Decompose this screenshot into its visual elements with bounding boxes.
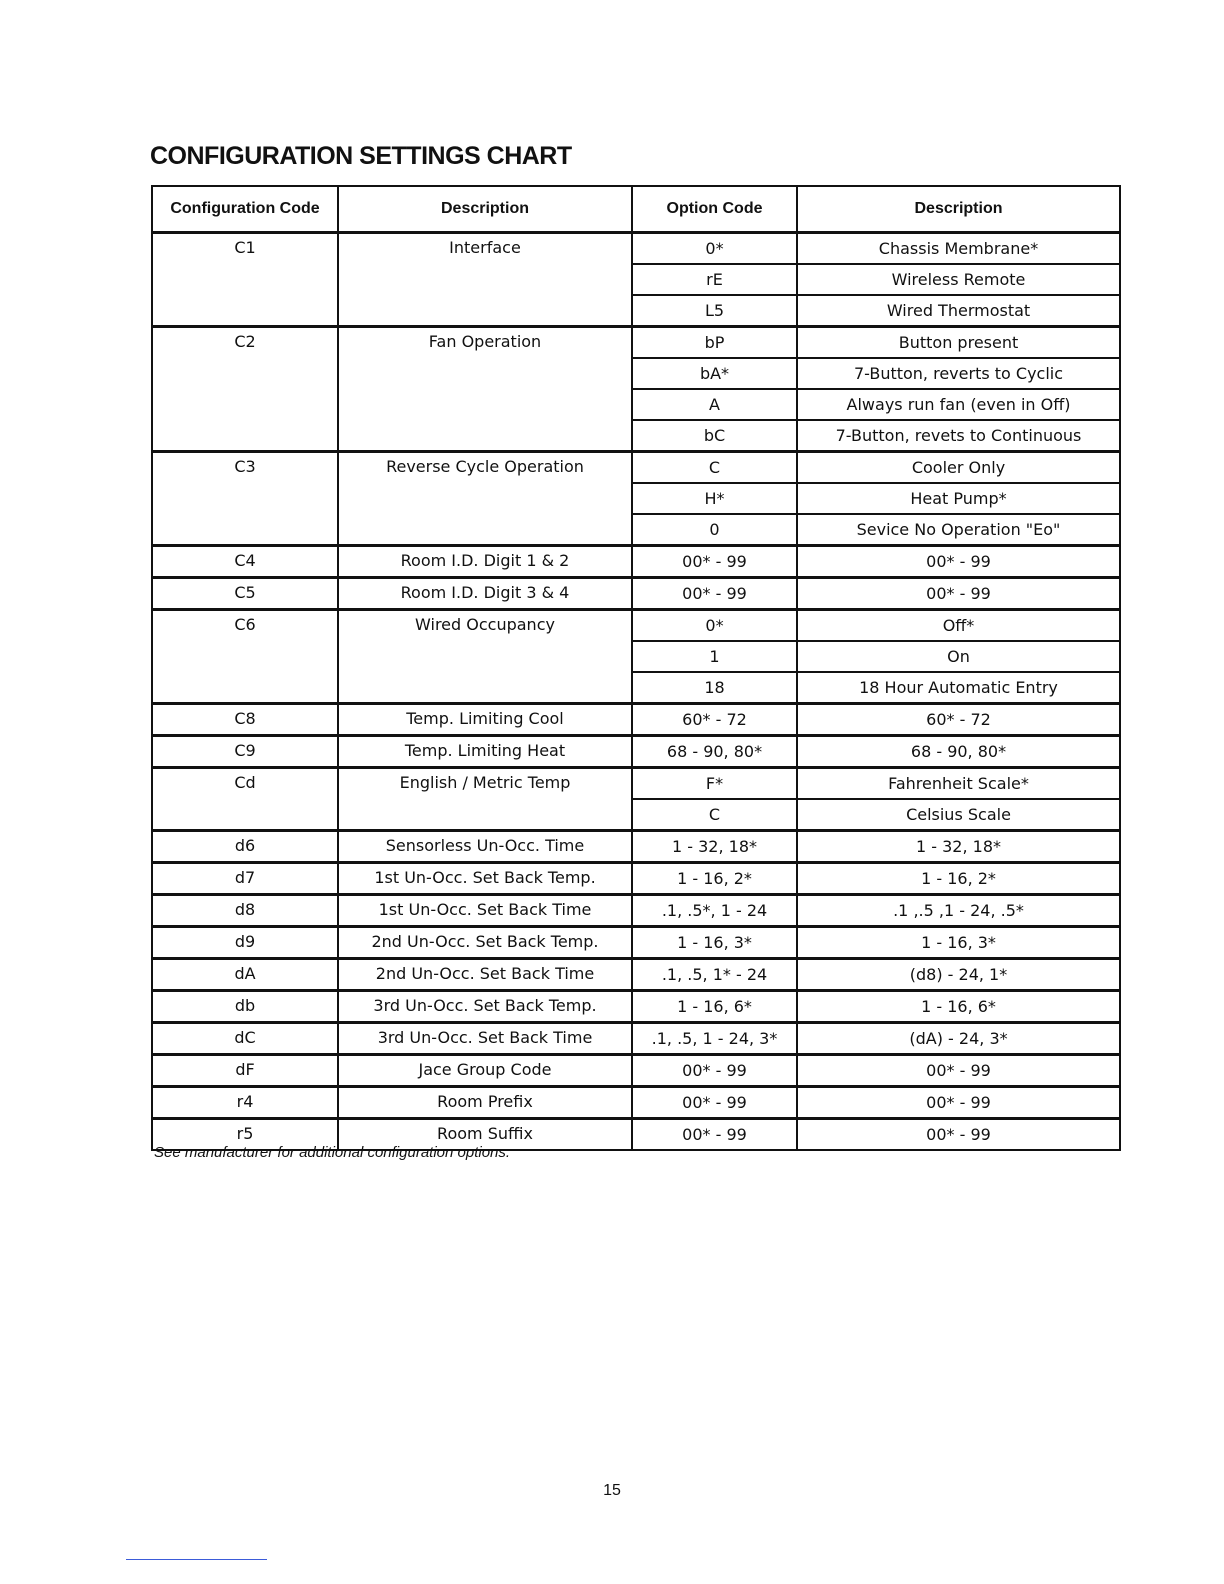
table-row	[152, 704, 1120, 736]
table-row	[152, 768, 1120, 800]
table-row	[152, 546, 1120, 578]
config-description-cell: 2nd Un-Occ. Set Back Temp.	[338, 927, 632, 959]
config-description-cell: Temp. Limiting Cool	[338, 704, 632, 736]
config-group	[152, 452, 1120, 546]
config-group	[152, 327, 1120, 452]
config-group	[152, 863, 1120, 895]
option-code-cell: H*	[632, 483, 797, 514]
option-code-cell: A	[632, 389, 797, 420]
option-code-cell: L5	[632, 295, 797, 327]
config-description-cell: Fan Operation	[338, 327, 632, 452]
config-code-cell: C3	[152, 452, 338, 546]
option-code-cell: 00* - 99	[632, 1055, 797, 1087]
config-description-cell: Temp. Limiting Heat	[338, 736, 632, 768]
table-row	[152, 736, 1120, 768]
config-description-cell: Room Suffix	[338, 1119, 632, 1151]
config-code-cell: C5	[152, 578, 338, 610]
option-description-cell: 18 Hour Automatic Entry	[797, 672, 1120, 704]
option-description-cell: Cooler Only	[797, 452, 1120, 484]
config-description-cell: English / Metric Temp	[338, 768, 632, 831]
table-row	[152, 1023, 1120, 1055]
config-group	[152, 578, 1120, 610]
option-code-cell: C	[632, 799, 797, 831]
footer-rule	[126, 1559, 267, 1560]
config-code-cell: C8	[152, 704, 338, 736]
config-code-cell: db	[152, 991, 338, 1023]
config-code-cell: dA	[152, 959, 338, 991]
option-description-cell: 00* - 99	[797, 1119, 1120, 1151]
option-description-cell: 00* - 99	[797, 578, 1120, 610]
option-code-cell: 1 - 32, 18*	[632, 831, 797, 863]
config-description-cell: Jace Group Code	[338, 1055, 632, 1087]
option-code-cell: .1, .5, 1 - 24, 3*	[632, 1023, 797, 1055]
option-description-cell: 1 - 16, 3*	[797, 927, 1120, 959]
config-group	[152, 768, 1120, 831]
option-description-cell: .1 ,.5 ,1 - 24, .5*	[797, 895, 1120, 927]
config-group	[152, 704, 1120, 736]
config-code-cell: Cd	[152, 768, 338, 831]
config-code-cell: r5	[152, 1119, 338, 1151]
option-description-cell: 1 - 16, 6*	[797, 991, 1120, 1023]
option-description-cell: Heat Pump*	[797, 483, 1120, 514]
option-code-cell: 00* - 99	[632, 546, 797, 578]
option-description-cell: Celsius Scale	[797, 799, 1120, 831]
option-code-cell: 00* - 99	[632, 1119, 797, 1151]
config-group	[152, 927, 1120, 959]
option-description-cell: 1 - 32, 18*	[797, 831, 1120, 863]
option-code-cell: 0	[632, 514, 797, 546]
header-option-description: Description	[797, 186, 1120, 233]
config-code-cell: r4	[152, 1087, 338, 1119]
option-code-cell: .1, .5*, 1 - 24	[632, 895, 797, 927]
table-row	[152, 610, 1120, 642]
option-code-cell: bP	[632, 327, 797, 359]
header-row	[152, 186, 1120, 233]
config-group	[152, 1023, 1120, 1055]
table-row	[152, 233, 1120, 265]
option-code-cell: bA*	[632, 358, 797, 389]
option-description-cell: 1 - 16, 2*	[797, 863, 1120, 895]
config-code-cell: d9	[152, 927, 338, 959]
table-row	[152, 578, 1120, 610]
option-code-cell: 1 - 16, 2*	[632, 863, 797, 895]
table-row	[152, 452, 1120, 484]
option-code-cell: 0*	[632, 610, 797, 642]
option-code-cell: 1	[632, 641, 797, 672]
config-description-cell: Room I.D. Digit 3 & 4	[338, 578, 632, 610]
footnote: See manufacturer for additional configuration options.	[154, 1144, 511, 1161]
option-code-cell: F*	[632, 768, 797, 800]
config-code-cell: C4	[152, 546, 338, 578]
config-description-cell: 1st Un-Occ. Set Back Temp.	[338, 863, 632, 895]
config-description-cell: Room Prefix	[338, 1087, 632, 1119]
config-code-cell: C9	[152, 736, 338, 768]
table-header	[152, 186, 1120, 233]
option-description-cell: (d8) - 24, 1*	[797, 959, 1120, 991]
page-title: CONFIGURATION SETTINGS CHART	[150, 142, 572, 170]
header-option-code: Option Code	[632, 186, 797, 233]
table-row	[152, 991, 1120, 1023]
option-code-cell: 1 - 16, 3*	[632, 927, 797, 959]
config-code-cell: dF	[152, 1055, 338, 1087]
config-description-cell: Room I.D. Digit 1 & 2	[338, 546, 632, 578]
page-number: 15	[603, 1482, 621, 1499]
config-group	[152, 959, 1120, 991]
config-description-cell: 3rd Un-Occ. Set Back Time	[338, 1023, 632, 1055]
config-group	[152, 831, 1120, 863]
option-description-cell: 00* - 99	[797, 1087, 1120, 1119]
config-description-cell: 3rd Un-Occ. Set Back Temp.	[338, 991, 632, 1023]
table-row	[152, 1055, 1120, 1087]
option-code-cell: 60* - 72	[632, 704, 797, 736]
config-code-cell: d6	[152, 831, 338, 863]
config-group	[152, 991, 1120, 1023]
option-description-cell: Sevice No Operation "Eo"	[797, 514, 1120, 546]
config-description-cell: 1st Un-Occ. Set Back Time	[338, 895, 632, 927]
option-description-cell: 7-Button, reverts to Cyclic	[797, 358, 1120, 389]
table-row	[152, 327, 1120, 359]
config-group	[152, 233, 1120, 327]
config-code-cell: C6	[152, 610, 338, 704]
config-description-cell: Reverse Cycle Operation	[338, 452, 632, 546]
option-description-cell: Chassis Membrane*	[797, 233, 1120, 265]
table-row	[152, 895, 1120, 927]
header-description: Description	[338, 186, 632, 233]
option-code-cell: 00* - 99	[632, 1087, 797, 1119]
table-row	[152, 927, 1120, 959]
option-description-cell: Off*	[797, 610, 1120, 642]
option-code-cell: bC	[632, 420, 797, 452]
option-code-cell: 18	[632, 672, 797, 704]
table-row	[152, 863, 1120, 895]
config-description-cell: Wired Occupancy	[338, 610, 632, 704]
config-group	[152, 1055, 1120, 1087]
option-code-cell: 1 - 16, 6*	[632, 991, 797, 1023]
config-code-cell: dC	[152, 1023, 338, 1055]
option-description-cell: 00* - 99	[797, 546, 1120, 578]
option-code-cell: rE	[632, 264, 797, 295]
option-description-cell: Button present	[797, 327, 1120, 359]
table-row	[152, 831, 1120, 863]
config-code-cell: C1	[152, 233, 338, 327]
config-group	[152, 895, 1120, 927]
config-code-cell: d7	[152, 863, 338, 895]
option-code-cell: 00* - 99	[632, 578, 797, 610]
configuration-settings-table	[151, 185, 1121, 1151]
config-code-cell: C2	[152, 327, 338, 452]
option-description-cell: 60* - 72	[797, 704, 1120, 736]
config-group	[152, 610, 1120, 704]
table-row	[152, 1087, 1120, 1119]
option-description-cell: (dA) - 24, 3*	[797, 1023, 1120, 1055]
option-description-cell: Always run fan (even in Off)	[797, 389, 1120, 420]
option-description-cell: On	[797, 641, 1120, 672]
option-description-cell: Wired Thermostat	[797, 295, 1120, 327]
option-description-cell: Fahrenheit Scale*	[797, 768, 1120, 800]
option-description-cell: 00* - 99	[797, 1055, 1120, 1087]
table-row	[152, 959, 1120, 991]
option-description-cell: 7-Button, revets to Continuous	[797, 420, 1120, 452]
option-description-cell: Wireless Remote	[797, 264, 1120, 295]
config-description-cell: Sensorless Un-Occ. Time	[338, 831, 632, 863]
config-description-cell: Interface	[338, 233, 632, 327]
option-code-cell: 68 - 90, 80*	[632, 736, 797, 768]
option-code-cell: 0*	[632, 233, 797, 265]
config-description-cell: 2nd Un-Occ. Set Back Time	[338, 959, 632, 991]
config-group	[152, 546, 1120, 578]
config-code-cell: d8	[152, 895, 338, 927]
option-code-cell: C	[632, 452, 797, 484]
option-code-cell: .1, .5, 1* - 24	[632, 959, 797, 991]
config-group	[152, 736, 1120, 768]
header-configuration-code: Configuration Code	[152, 186, 338, 233]
option-description-cell: 68 - 90, 80*	[797, 736, 1120, 768]
config-group	[152, 1087, 1120, 1119]
